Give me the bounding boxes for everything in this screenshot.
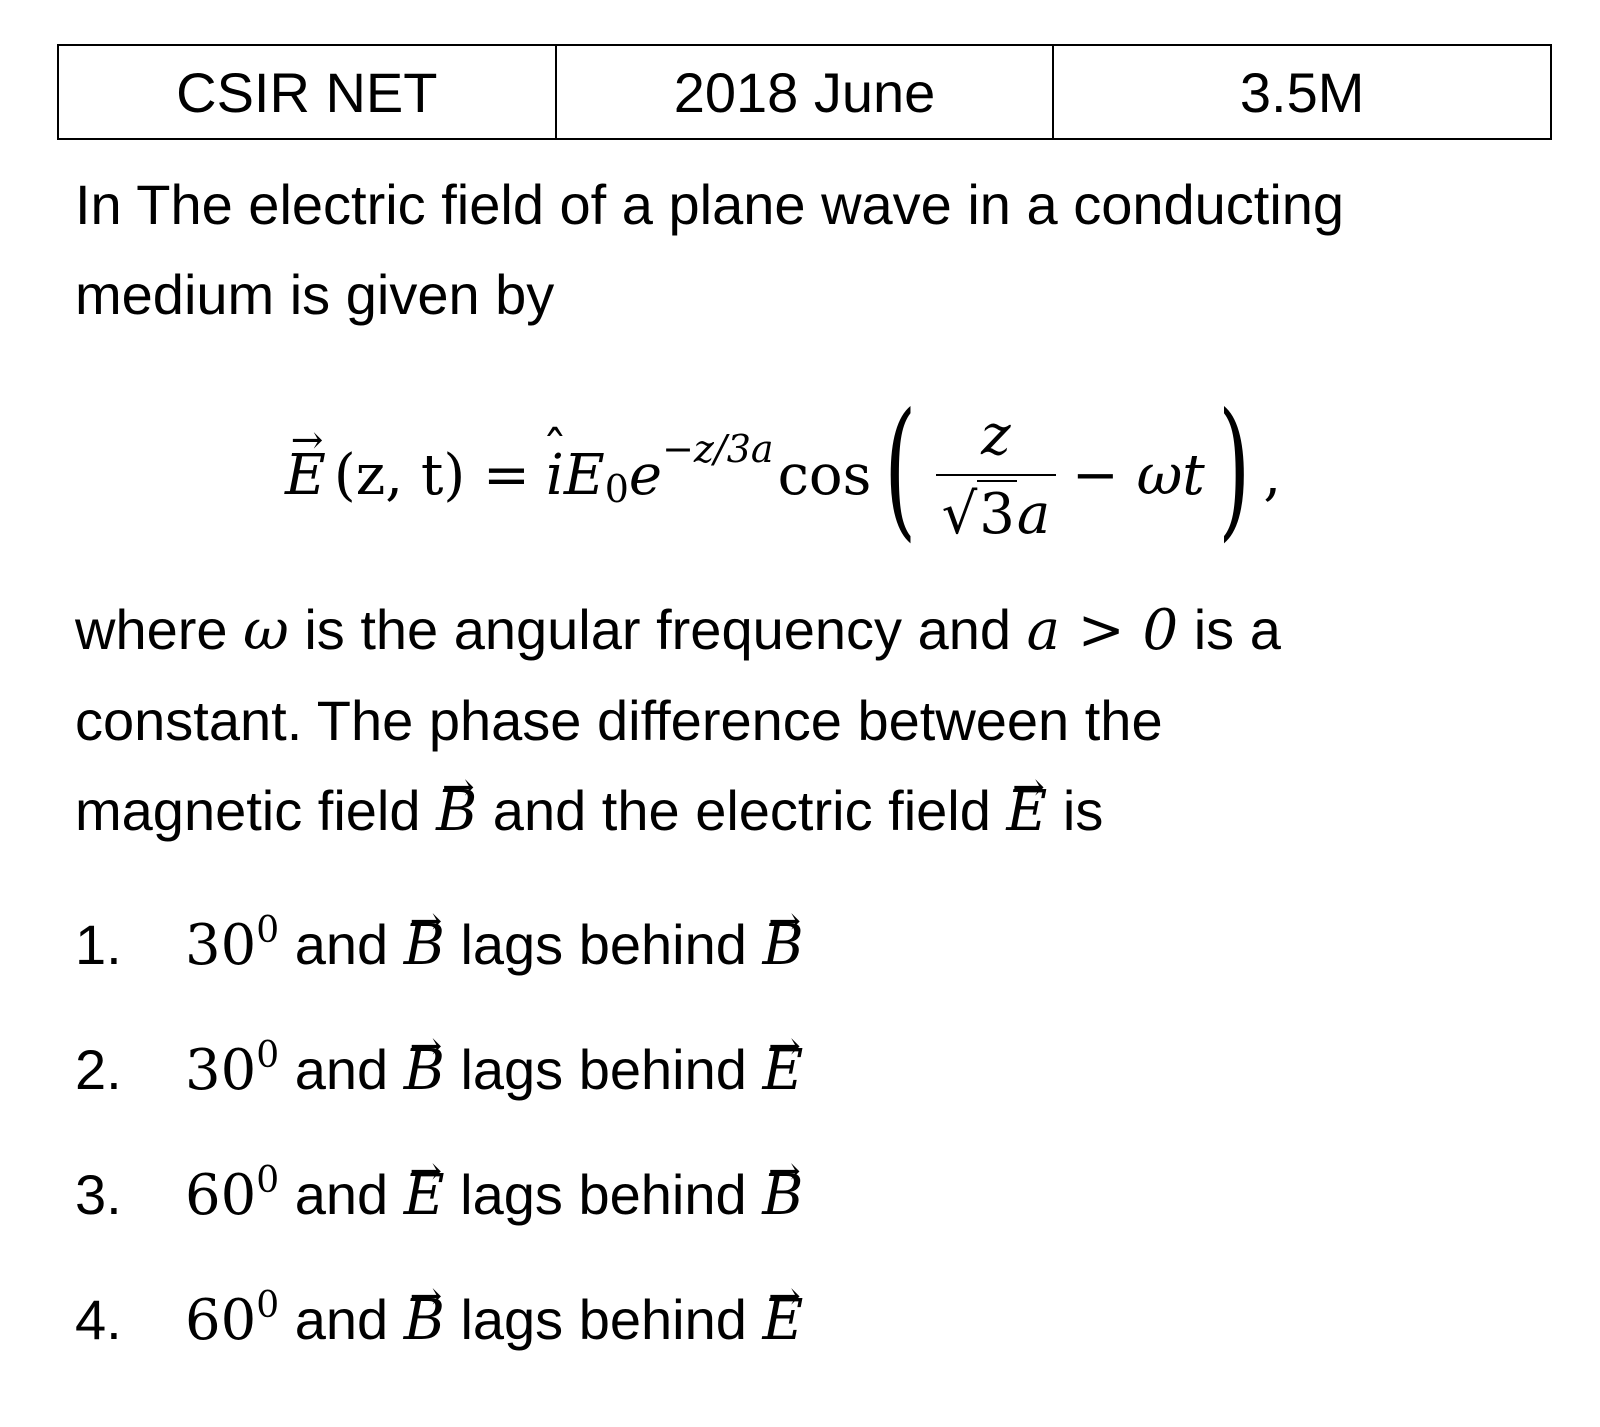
body-line-2: constant. The phase difference between the [75,689,1163,752]
body-line-1 [75,598,1281,661]
sqrt-sign-icon: √ [941,482,978,547]
intro-line-2: medium is given by [75,263,555,326]
electric-field-equation [285,382,1282,560]
option-3[interactable] [75,1155,803,1235]
option-second-vector: → E [762,1031,803,1111]
option-degree: 0 [256,1035,280,1076]
body-text: where [75,598,244,661]
question-intro [75,160,1555,340]
option-number: 4. [75,1288,122,1351]
option-second-vector: → E [762,1281,803,1361]
option-text: lags behind [444,1163,763,1226]
option-angle: 60 [185,1163,257,1228]
eq-frac-numerator: z [981,403,1011,468]
e-vector: → E [1006,767,1047,857]
option-number: 1. [75,913,122,976]
question-header-table [57,44,1552,140]
exam-name-cell: CSIR NET [58,45,556,139]
option-text: lags behind [444,1038,763,1101]
eq-right-paren: ) [1217,382,1251,556]
option-text: and [279,1163,404,1226]
option-text: lags behind [444,1288,763,1351]
eq-cos: cos [777,442,872,508]
option-angle: 30 [185,913,257,978]
option-degree: 0 [256,910,280,951]
option-text: and [279,1288,404,1351]
condition-symbol: a > 0 [1026,598,1179,663]
option-first-vector: → E [404,1156,445,1236]
option-angle: 30 [185,1038,257,1103]
body-line-3 [75,779,1103,842]
eq-exp-power: −z/3a [662,427,774,471]
eq-minus-term: − ωt [1071,442,1205,508]
exam-session-cell: 2018 June [556,45,1054,139]
option-first-vector: → B [404,1281,445,1361]
eq-radicand: 3 [979,482,1015,547]
eq-trailing: , [1263,442,1282,508]
option-second-vector: → B [762,906,803,986]
option-first-vector: → B [404,1031,445,1111]
eq-amplitude: E [563,442,605,508]
body-text: is the angular frequency and [288,598,1027,661]
body-text: and the electric field [477,779,1007,842]
eq-e-vector: → E [285,443,326,508]
eq-left-paren: ( [884,382,917,556]
eq-frac-denominator [942,476,1051,547]
option-text: and [279,913,404,976]
eq-unit-vector: ˆ i [546,443,564,508]
intro-line-1: In The electric field of a plane wave in a conducting [75,173,1345,236]
option-number: 2. [75,1038,122,1101]
marks-cell: 3.5M [1053,45,1551,139]
eq-den-var: a [1016,482,1051,547]
option-4[interactable] [75,1280,803,1360]
body-text: is [1047,779,1104,842]
question-body [75,585,1555,857]
option-degree: 0 [256,1160,280,1201]
option-degree: 0 [256,1285,280,1326]
eq-exp-base: e [628,442,663,508]
option-first-vector: → B [404,906,445,986]
option-text: lags behind [444,913,763,976]
option-second-vector: → B [762,1156,803,1236]
option-angle: 60 [185,1288,257,1353]
body-text: is a [1178,598,1281,661]
eq-args: (z, t) = [333,442,530,508]
option-number: 3. [75,1163,122,1226]
option-2[interactable] [75,1030,803,1110]
b-vector: → B [436,767,477,857]
eq-fraction [936,403,1056,547]
omega-symbol: ω [243,598,289,663]
eq-sqrt [942,480,1017,547]
body-text: magnetic field [75,779,437,842]
option-text: and [279,1038,404,1101]
eq-amplitude-sub: 0 [604,467,629,511]
option-1[interactable] [75,905,804,985]
